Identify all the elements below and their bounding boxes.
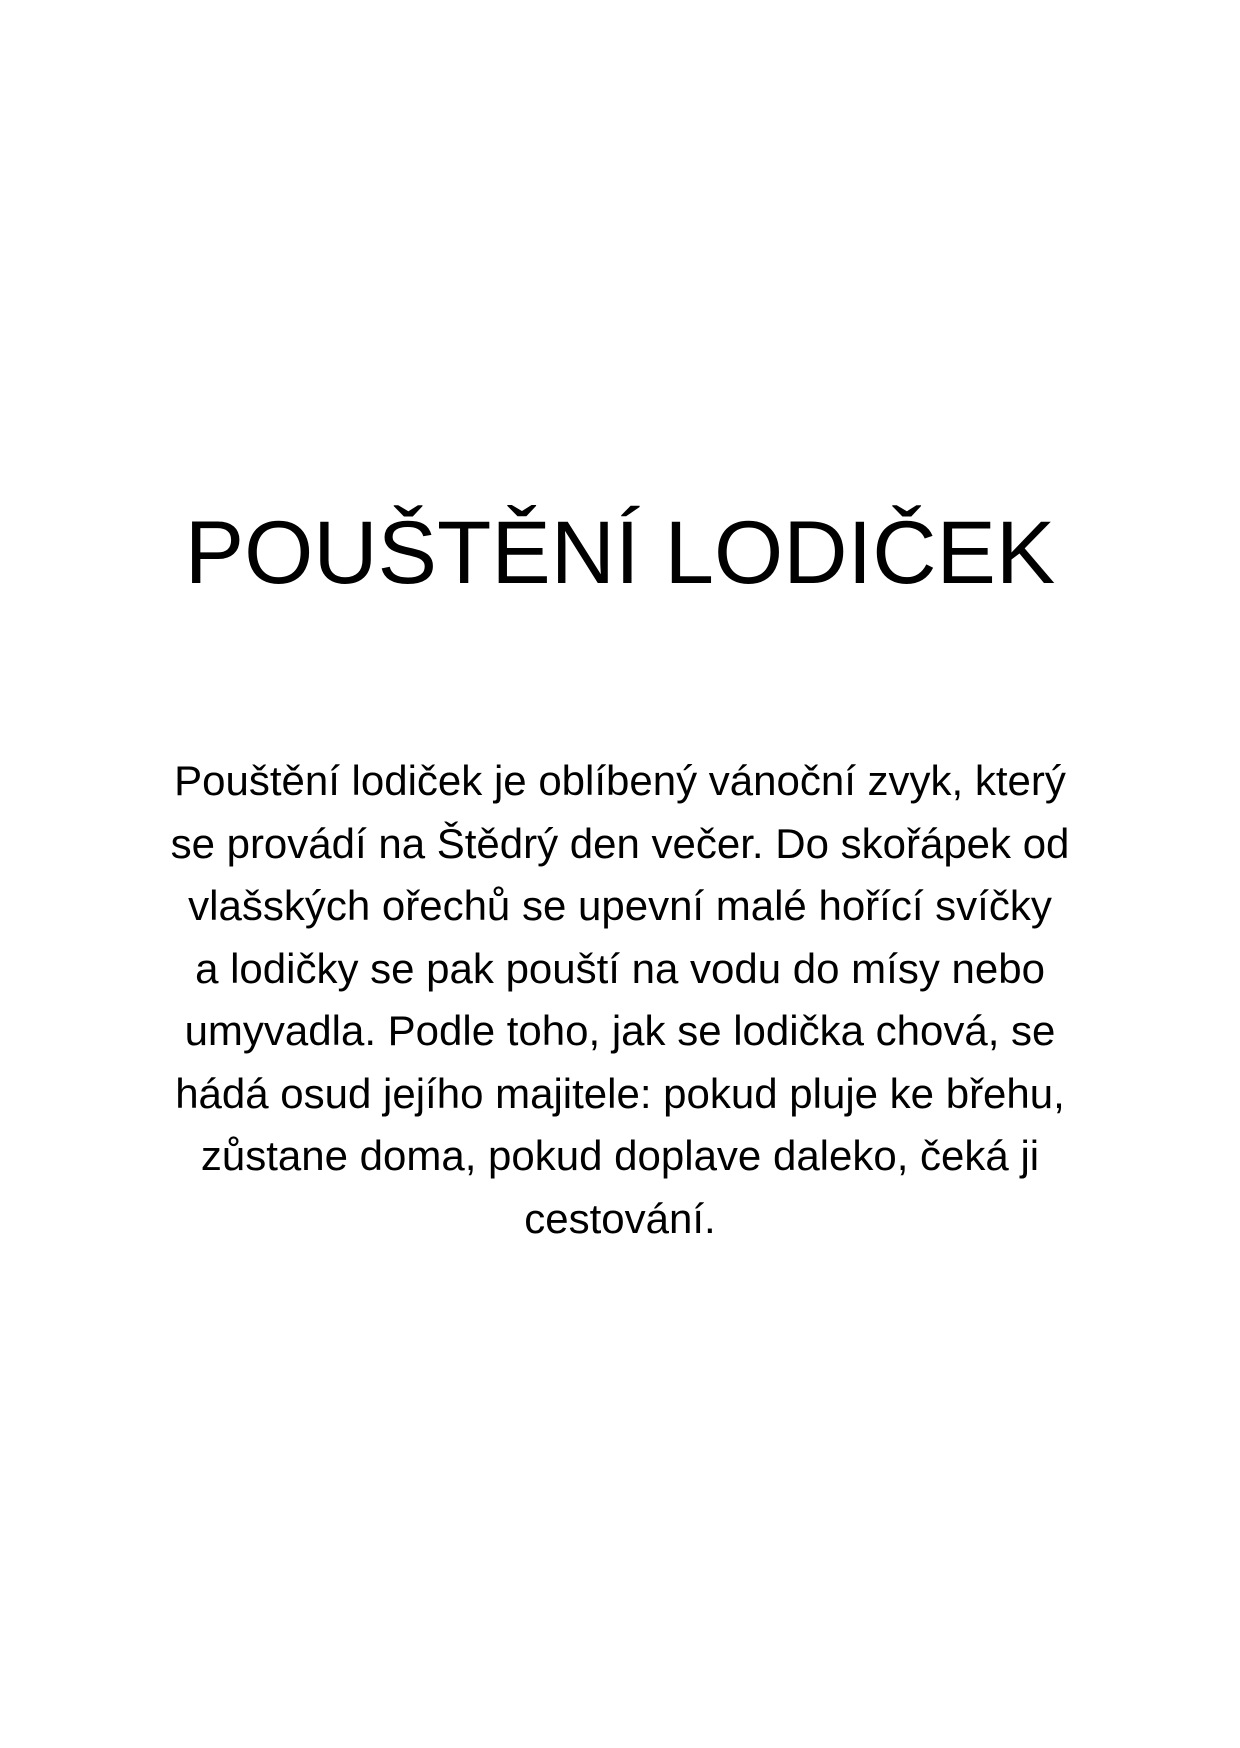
paragraph-line: cestování. [524,1194,716,1242]
paragraph-line: umyvadla. Podle toho, jak se lodička chová, se [184,1007,1056,1054]
paragraph-line: se provádí na Štědrý den večer. Do skořápek od [170,819,1070,867]
paragraph-line: zůstane doma, pokud doplave daleko, čeká ji [200,1132,1040,1179]
paragraph-line: vlašských ořechů se upevní malé hořící svíčky [188,882,1052,929]
body-paragraph [0,750,1240,1250]
paragraph-line: a lodičky se pak pouští na vodu do mísy nebo [195,944,1045,992]
paragraph-line: hádá osud jejího majitele: pokud pluje ke břehu, [175,1069,1065,1117]
page-title: POUŠTĚNÍ LODIČEK [184,502,1056,602]
paragraph-line: Pouštění lodiček je oblíbený vánoční zvyk, který [174,757,1066,804]
